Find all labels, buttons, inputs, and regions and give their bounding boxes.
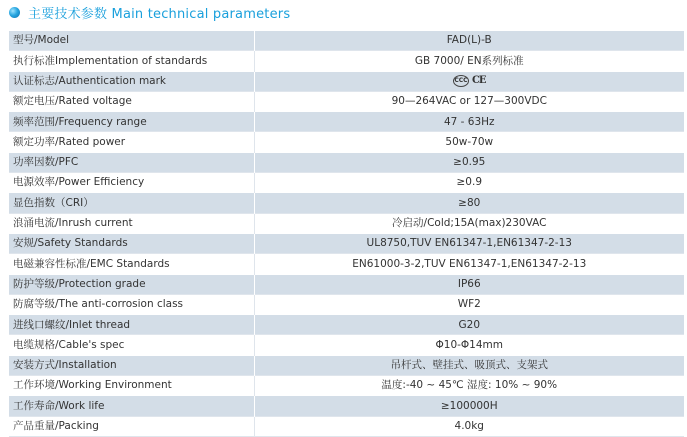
param-label: 防护等级/Protection grade [9, 274, 254, 294]
ccc-mark-icon: CCC [453, 75, 469, 87]
param-value: WF2 [254, 294, 684, 314]
param-value: 47 - 63Hz [254, 112, 684, 132]
param-label: 显色指数（CRI） [9, 193, 254, 213]
table-row [9, 335, 684, 355]
param-value: Φ10-Φ14mm [254, 335, 684, 355]
table-row [9, 315, 684, 335]
param-label: 执行标准Implementation of standards [9, 51, 254, 71]
param-label: 工作环境/Working Environment [9, 376, 254, 396]
bullet-icon [9, 7, 20, 18]
param-label: 安装方式/Installation [9, 355, 254, 375]
table-row [9, 274, 684, 294]
param-label: 浪涌电流/Inrush current [9, 213, 254, 233]
param-value: ≥80 [254, 193, 684, 213]
param-label: 额定功率/Rated power [9, 132, 254, 152]
param-label: 认证标志/Authentication mark [9, 71, 254, 91]
param-label: 安规/Safety Standards [9, 233, 254, 253]
table-row [9, 132, 684, 152]
param-value: 吊杆式、壁挂式、吸顶式、支架式 [254, 355, 684, 375]
param-label: 产品重量/Packing [9, 416, 254, 436]
param-label: 防腐等级/The anti-corrosion class [9, 294, 254, 314]
param-value: 4.0kg [254, 416, 684, 436]
section-header [9, 3, 290, 21]
table-row [9, 294, 684, 314]
table-row [9, 213, 684, 233]
param-value: ≥0.95 [254, 152, 684, 172]
param-label: 型号/Model [9, 31, 254, 51]
table-row [9, 396, 684, 416]
parameters-table [9, 30, 684, 437]
table-row [9, 376, 684, 396]
certification-marks [453, 75, 486, 87]
table-row [9, 91, 684, 111]
section-title: 主要技术参数 Main technical parameters [28, 6, 291, 22]
param-label: 功率因数/PFC [9, 152, 254, 172]
param-label: 工作寿命/Work life [9, 396, 254, 416]
table-row [9, 112, 684, 132]
table-row [9, 355, 684, 375]
param-value: 冷启动/Cold;15A(max)230VAC [254, 213, 684, 233]
param-label: 电缆规格/Cable's spec [9, 335, 254, 355]
param-label: 频率范围/Frequency range [9, 112, 254, 132]
param-value: 50w-70w [254, 132, 684, 152]
param-value: ≥0.9 [254, 173, 684, 193]
param-value: G20 [254, 315, 684, 335]
table-row [9, 193, 684, 213]
param-value: 温度:-40 ~ 45℃ 湿度: 10% ~ 90% [254, 376, 684, 396]
param-value: GB 7000/ EN系列标准 [254, 51, 684, 71]
param-label: 进线口螺纹/Inlet thread [9, 315, 254, 335]
ce-mark-icon: CE [471, 75, 486, 87]
param-value: EN61000-3-2,TUV EN61347-1,EN61347-2-13 [254, 254, 684, 274]
param-value: ≥100000H [254, 396, 684, 416]
param-label: 额定电压/Rated voltage [9, 91, 254, 111]
table-row [9, 416, 684, 436]
param-label: 电磁兼容性标准/EMC Standards [9, 254, 254, 274]
table-row [9, 71, 684, 91]
table-row [9, 233, 684, 253]
table-row [9, 254, 684, 274]
param-label: 电源效率/Power Efficiency [9, 173, 254, 193]
param-value: FAD(L)-B [254, 31, 684, 51]
param-value: IP66 [254, 274, 684, 294]
table-row [9, 31, 684, 51]
param-value: UL8750,TUV EN61347-1,EN61347-2-13 [254, 233, 684, 253]
param-value [254, 71, 684, 91]
table-row [9, 51, 684, 71]
table-row [9, 173, 684, 193]
table-row [9, 152, 684, 172]
param-value: 90—264VAC or 127—300VDC [254, 91, 684, 111]
